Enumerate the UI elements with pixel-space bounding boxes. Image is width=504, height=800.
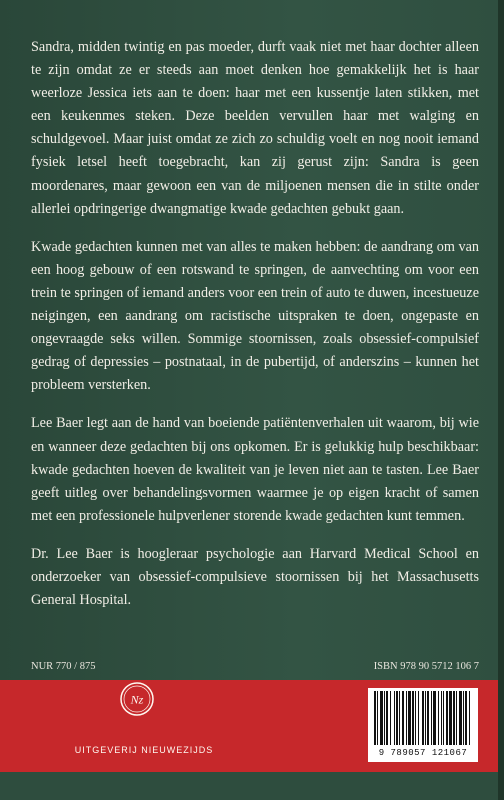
nur-code: NUR 770 / 875: [31, 661, 96, 672]
isbn-code: ISBN 978 90 5712 106 7: [373, 661, 479, 672]
publisher-name: UITGEVERIJ NIEUWEZIJDS: [74, 745, 214, 755]
spine-edge: [498, 0, 504, 800]
codes-row: [31, 661, 479, 679]
barcode-digits: 9 789057 121067: [378, 748, 468, 758]
publisher-logo-icon: [119, 681, 155, 717]
blurb-paragraph-2: Kwade gedachten kunnen met van alles te maken hebben: de aandrang om van een hoog gebouw of een rotswand te springen, de aanvechting om voor een trein te springen of iemand anders voor een trein of auto te duwen, incestueuze neigingen, een aandrang om racistische uitspraken te doen, ongepaste en ongevraagde seks willen. Sommige stoornissen, zoals obsessief-compulsief gedrag of depressies – postnataal, in de pubertijd, of anderszins – kunnen het probleem versterken.: [31, 238, 479, 394]
blurb-text: [31, 36, 479, 627]
barcode-bars: [372, 691, 474, 747]
blurb-paragraph-3: Lee Baer legt aan de hand van boeiende patiëntenverhalen uit waarom, bij wie en wanneer deze gedachten bij ons opkomen. Er is gelukkig hulp beschikbaar: kwade gedachten hoeven de kwaliteit van je leven niet aan te tasten. Lee Baer geeft uitleg over behandelingsvormen waarmee je op eigen kracht of samen met een professionele hulpverlener storende kwade gedachten kunt temmen.: [31, 415, 479, 524]
publisher-logo-text: Nz: [130, 692, 144, 707]
bottom-strip: [0, 772, 498, 800]
blurb-paragraph-1: Sandra, midden twintig en pas moeder, durft vaak niet met haar dochter alleen te zijn omdat ze er steeds aan moet denken hoe gemakkelijk het is haar weerloze Jessica iets aan te doen: haar met een kussentje laten stikken, met een keukenmes steken. Deze beelden vervullen haar met walging en schuldgevoel. Maar juist omdat ze zich zo schuldig voelt en nog nooit iemand fysiek letsel heeft toegebracht, kan zij gerust zijn: Sandra is geen moordenares, maar gewoon een van de miljoenen mensen die in stilte onder allerlei opdringerige dwangmatige kwade gedachten gebukt gaan.: [31, 39, 479, 217]
author-bio-paragraph: Dr. Lee Baer is hoogleraar psychologie aan Harvard Medical School en onderzoeker van obsessief-compulsieve stoornissen bij het Massachusetts General Hospital.: [31, 545, 479, 609]
barcode: [368, 688, 478, 762]
